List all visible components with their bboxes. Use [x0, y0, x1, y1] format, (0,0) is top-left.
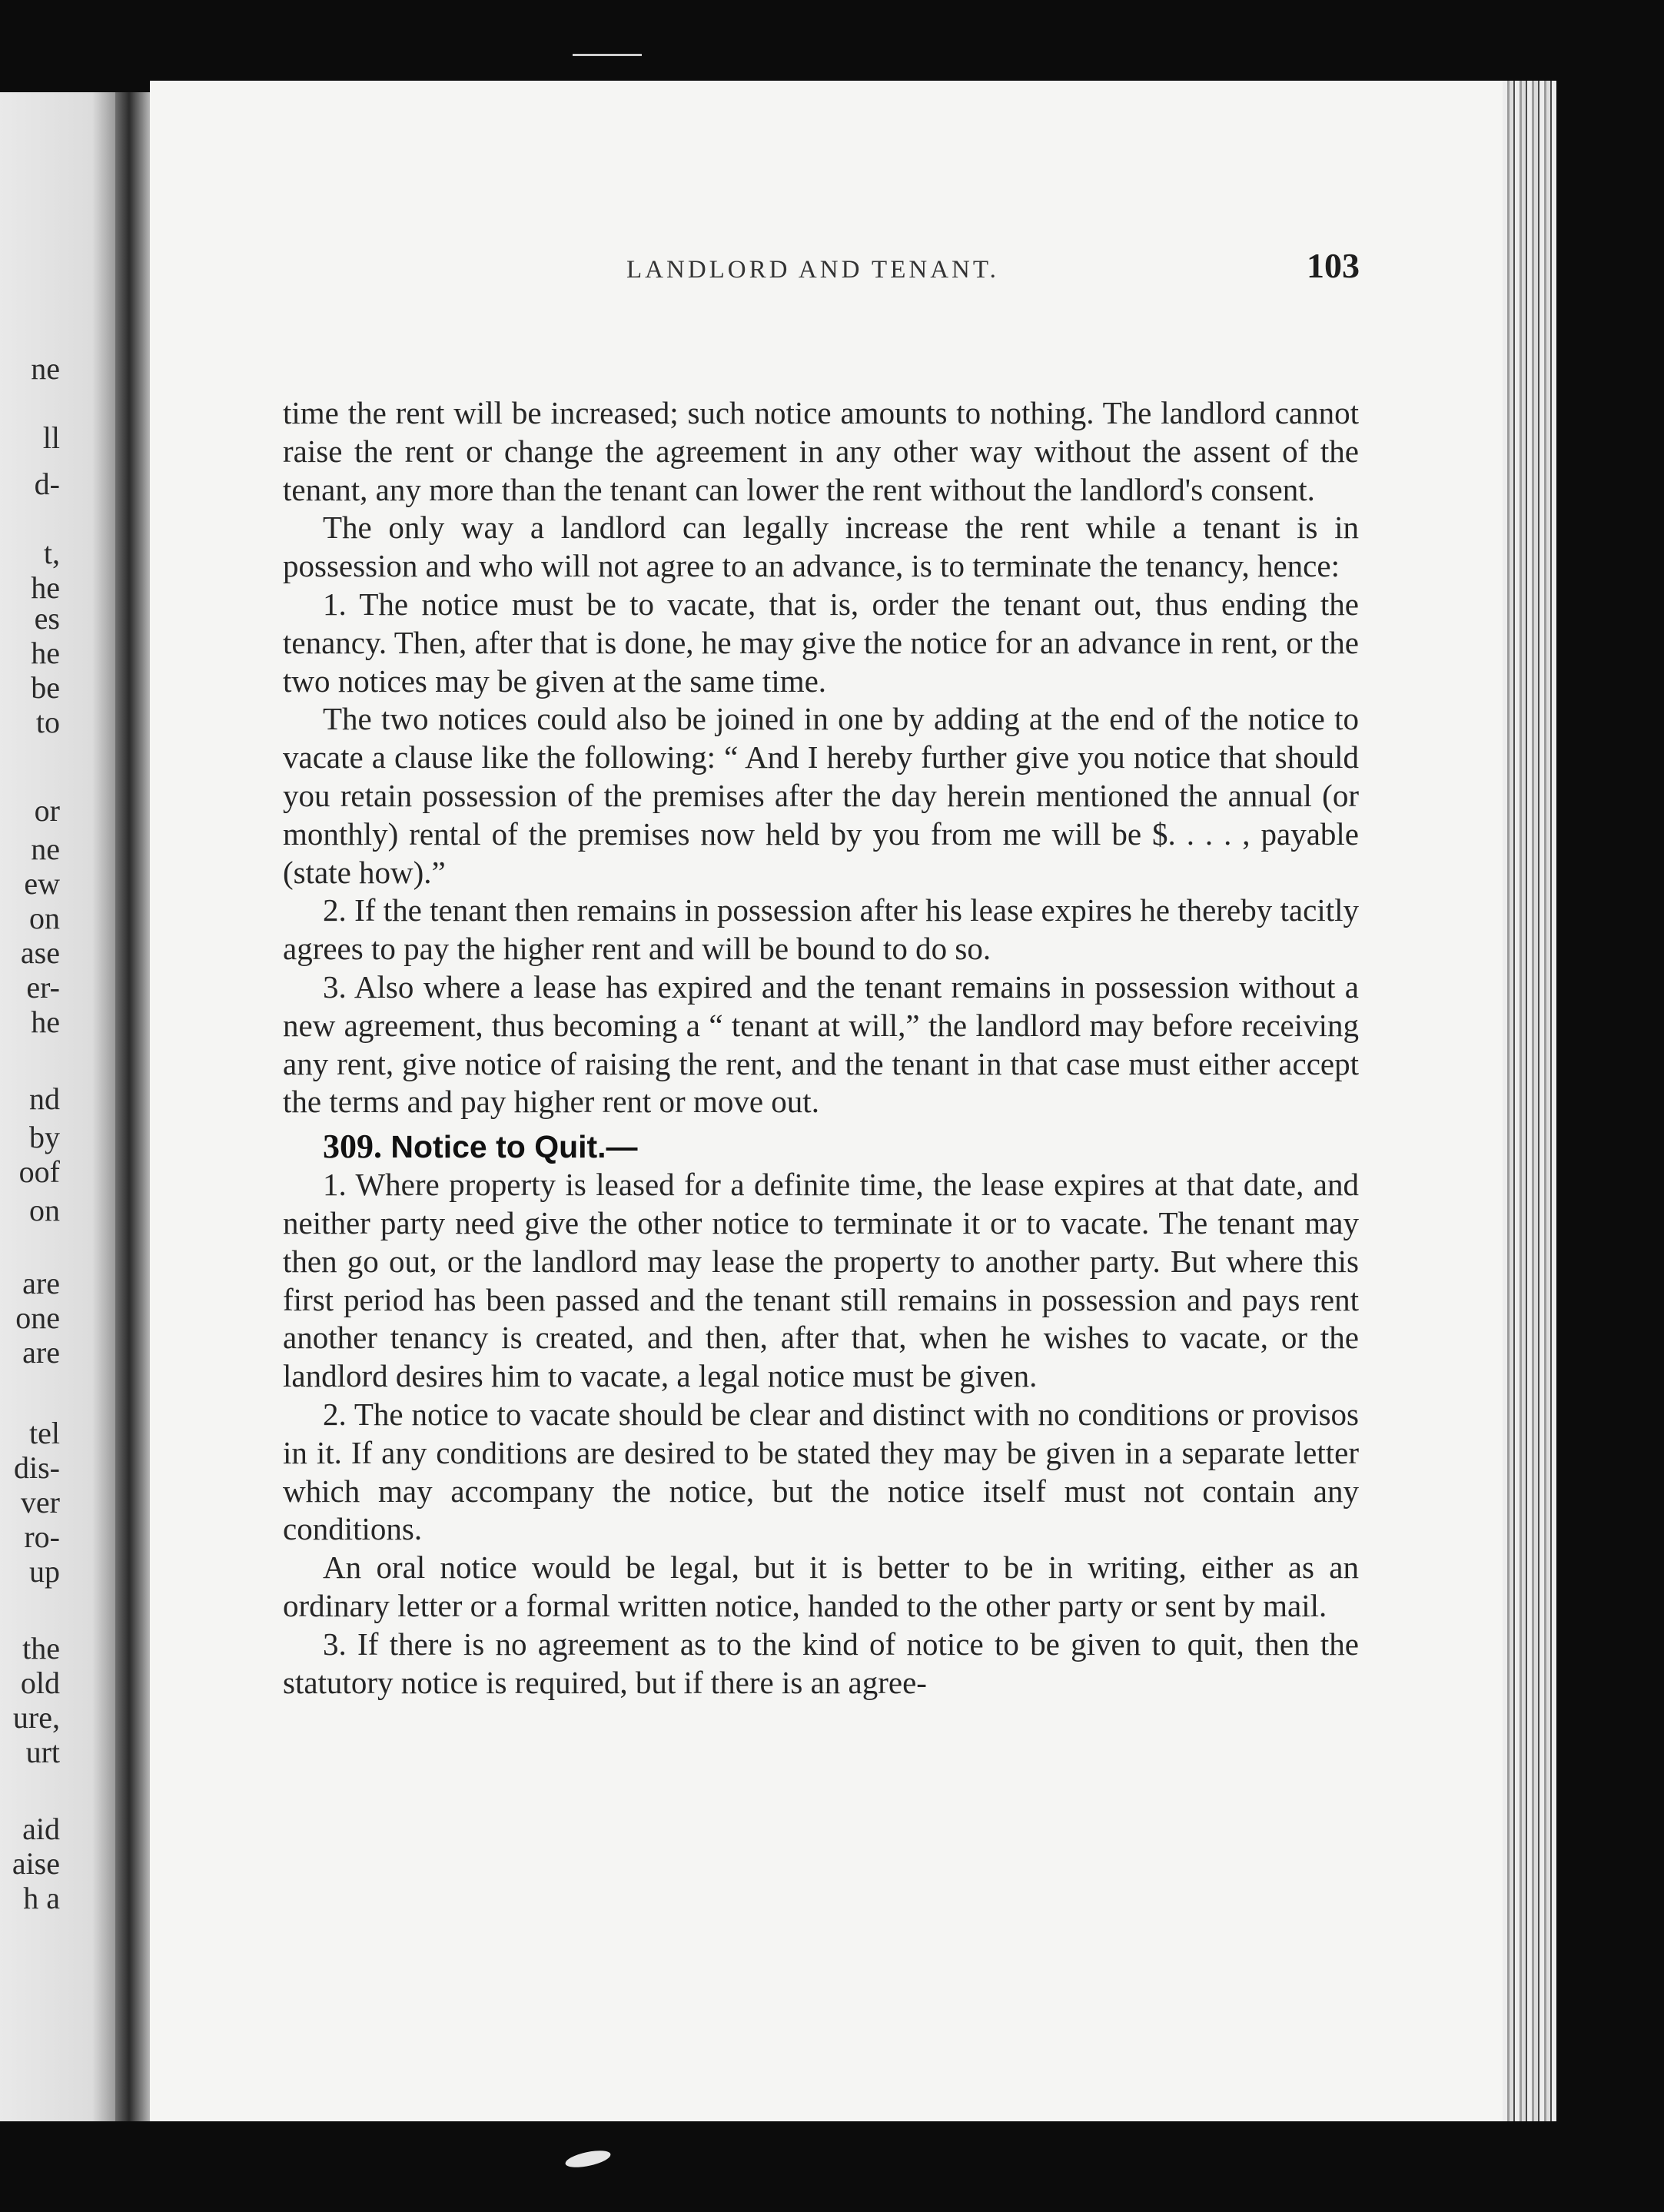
facing-page-edge	[0, 92, 115, 2121]
paragraph: 3. Also where a lease has expired and the tenant remains in possession without a new agreement, thus becoming a “ tenant at will,” the landlord may before receiving any rent, give notice of raising the rent, and the tenant in that case must either accept the terms and pay higher rent or move out.	[283, 968, 1359, 1120]
facing-page-text-fragment: ew	[24, 866, 60, 901]
facing-page-text-fragment: t,	[43, 536, 60, 570]
paragraph: time the rent will be increased; such notice amounts to nothing. The landlord cannot raise the rent or change the agreement in any other way without the assent of the tenant, any more than the tenant can lower the rent without the landlord's consent.	[283, 395, 1359, 507]
paragraph: 1. Where property is leased for a definite time, the lease expires at that date, and neither party need give the other notice to terminate it or to vacate. The tenant may then go out, or the landlord may lease the property to another party. But where this first period has been passed and the tenant still remains in possession and pays rent another tenancy is created, and then, after that, when he wishes to vacate, or the landlord desires him to vacate, a legal notice must be given.	[283, 1167, 1359, 1394]
facing-page-text-fragment: he	[31, 636, 60, 670]
facing-page-text-fragment: ne	[31, 351, 60, 386]
facing-page-text-fragment: aid	[22, 1812, 60, 1846]
scan-artifact	[564, 2147, 612, 2170]
book-page	[150, 81, 1514, 2121]
book-gutter	[115, 92, 150, 2121]
facing-page-text-fragment: one	[15, 1300, 60, 1335]
facing-page-text-fragment: he	[31, 570, 60, 605]
facing-page-text-fragment: aise	[12, 1846, 60, 1881]
page-number: 103	[1307, 246, 1360, 285]
facing-page-text-fragment: by	[29, 1120, 60, 1154]
facing-page-text-fragment: on	[29, 1193, 60, 1227]
facing-page-text-fragment: er-	[26, 970, 60, 1005]
paragraph: 2. If the tenant then remains in possession after his lease expires he thereby tacitly agrees to pay the higher rent and will be bound to do so.	[283, 892, 1359, 967]
facing-page-text-fragment: d-	[34, 467, 60, 501]
facing-page-text-fragment: ro-	[24, 1520, 60, 1554]
facing-page-text-fragment: the	[22, 1631, 60, 1666]
facing-page-text-fragment: up	[29, 1554, 60, 1589]
paragraph: 3. If there is no agreement as to the kind of notice to be given to quit, then the statutory notice is required, but if there is an agree-	[283, 1626, 1359, 1700]
section-heading	[323, 1128, 1359, 1166]
paragraph: The only way a landlord can legally increase the rent while a tenant is in possession and who will not agree to an advance, is to terminate the tenancy, hence:	[283, 510, 1359, 584]
facing-page-text-fragment: nd	[29, 1081, 60, 1116]
facing-page-text-fragment: old	[20, 1666, 60, 1700]
facing-page-text-fragment: he	[31, 1005, 60, 1039]
page-header	[150, 242, 1514, 288]
section-number: 309.	[323, 1128, 382, 1166]
facing-page-text-fragment: h a	[23, 1881, 60, 1915]
running-head: LANDLORD AND TENANT.	[626, 256, 999, 284]
facing-page-text-fragment: on	[29, 901, 60, 935]
facing-page-text-fragment: ver	[20, 1485, 60, 1520]
facing-page-text-fragment: to	[35, 705, 60, 739]
paragraph: An oral notice would be legal, but it is better to be in writing, either as an ordinary letter or a formal written notice, handed to the other party or sent by mail.	[283, 1549, 1359, 1623]
paragraph: 2. The notice to vacate should be clear and distinct with no conditions or provisos in it. If any conditions are desired to be stated they may be given in a separate letter which may accompany the notice, but the notice itself must not contain any conditions.	[283, 1396, 1359, 1547]
facing-page-text-fragment: ll	[42, 420, 60, 455]
facing-page-text-fragment: are	[22, 1266, 60, 1300]
facing-page-text-fragment: urt	[25, 1735, 60, 1769]
facing-page-text-fragment: be	[31, 670, 60, 705]
facing-page-text-fragment: es	[34, 601, 60, 636]
scan-artifact	[573, 54, 642, 56]
page-stack-edge	[1503, 81, 1556, 2121]
facing-page-text-fragment: are	[22, 1335, 60, 1370]
paragraph: 1. The notice must be to vacate, that is, order the tenant out, thus ending the tenancy. Then, after that is done, he may give the notice for an advance in rent, or the two notices may be given at the same time.	[283, 586, 1359, 699]
facing-page-text-fragment: ure,	[12, 1700, 60, 1735]
facing-page-text-fragment: tel	[29, 1416, 60, 1450]
facing-page-text-fragment: ne	[31, 832, 60, 866]
facing-page-text-fragment: dis-	[14, 1450, 60, 1485]
page-body	[283, 394, 1359, 1702]
section-title: Notice to Quit.—	[390, 1129, 638, 1165]
paragraph: The two notices could also be joined in one by adding at the end of the notice to vacate a clause like the following: “ And I hereby further give you notice that should you retain possession of the premises after the day herein mentioned the annual (or monthly) rental of the premises now held by you from me will be $. . . . , payable (state how).”	[283, 701, 1359, 890]
facing-page-text-fragment: or	[34, 793, 60, 828]
facing-page-text-fragment: ase	[20, 935, 60, 970]
facing-page-text-fragment: oof	[18, 1154, 60, 1189]
